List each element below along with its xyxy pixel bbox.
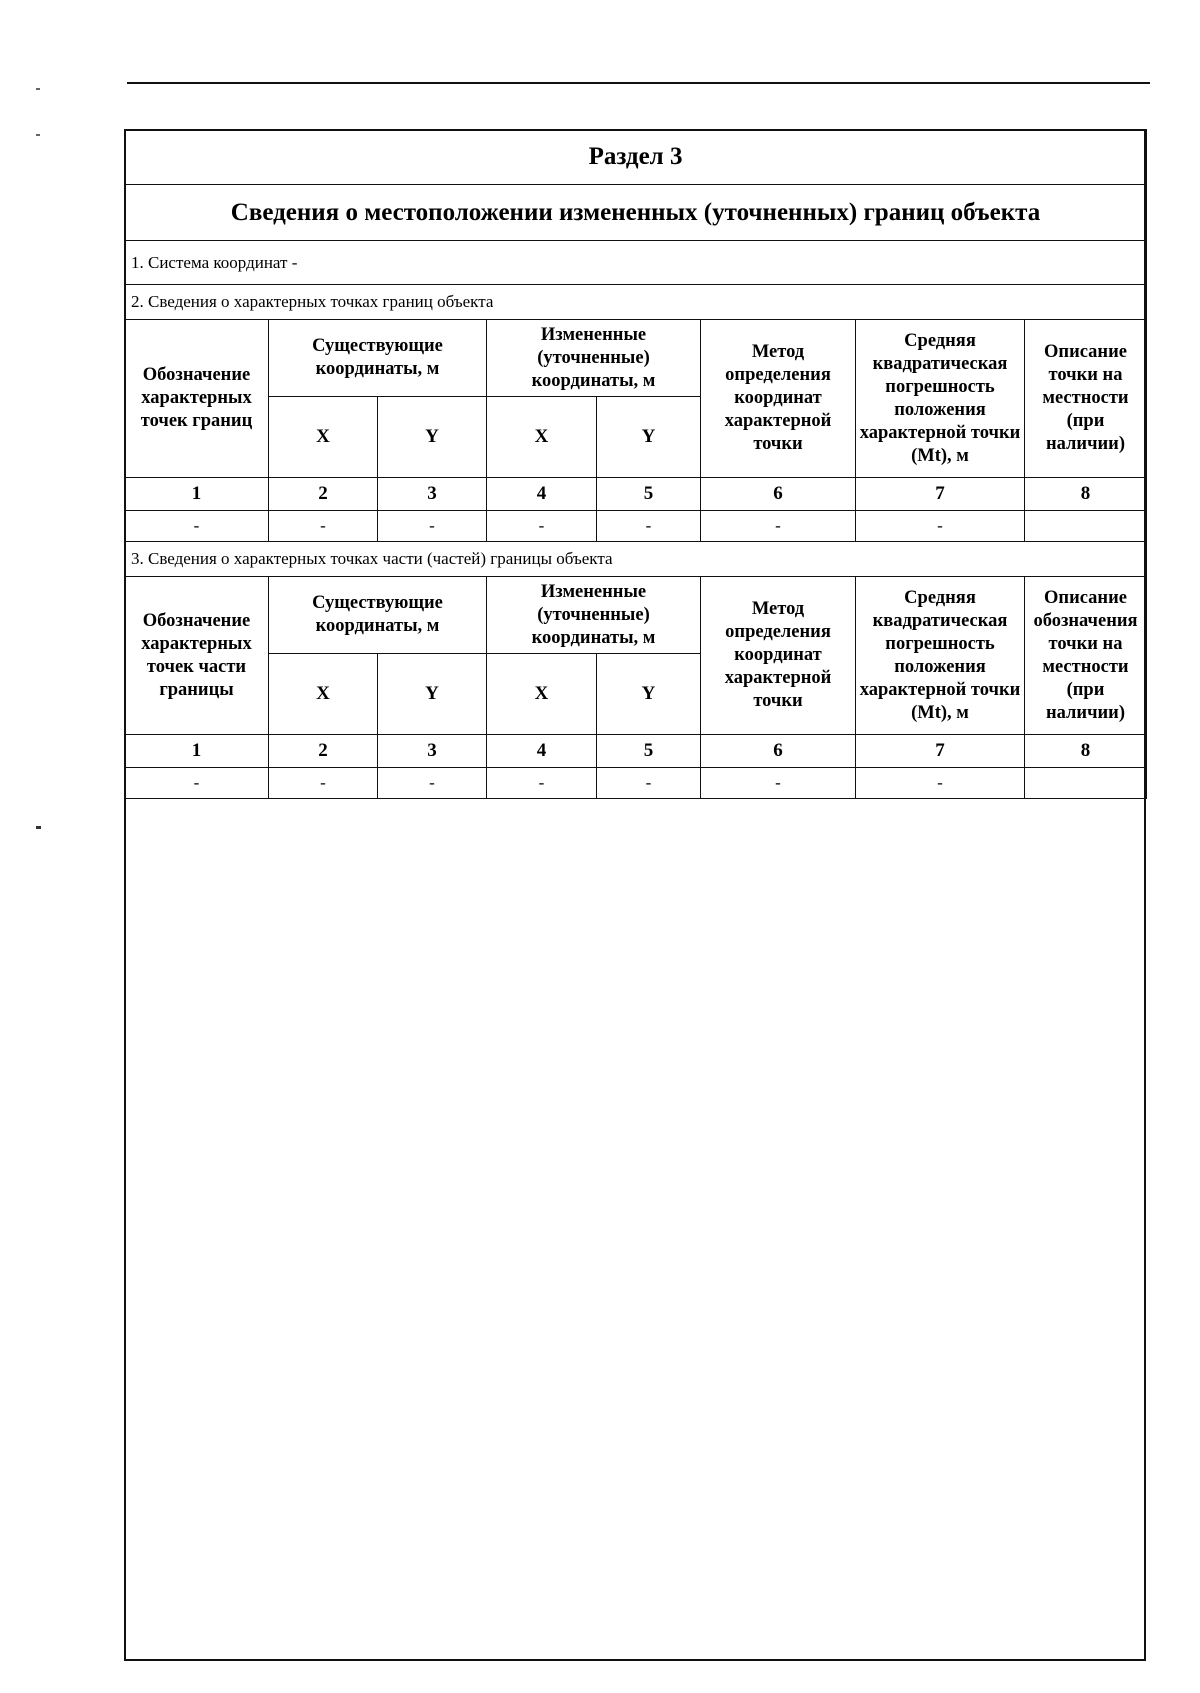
- column-number: 7: [856, 478, 1025, 511]
- scan-mark: [36, 88, 40, 90]
- table-cell: -: [125, 768, 269, 799]
- column-number: 2: [269, 735, 378, 768]
- table-row: [125, 511, 1147, 542]
- table2-header-error: Средняя квадратическая погрешность положения характерной точки (Mt), м: [856, 577, 1025, 735]
- column-number: 5: [597, 735, 701, 768]
- section-subtitle: Сведения о местоположении измененных (уточненных) границ объекта: [125, 185, 1147, 241]
- column-number: 5: [597, 478, 701, 511]
- table-cell: -: [856, 768, 1025, 799]
- table-row: [125, 768, 1147, 799]
- table1-header-error: Средняя квадратическая погрешность положения характерной точки (Mt), м: [856, 320, 1025, 478]
- table-cell: -: [378, 768, 487, 799]
- table1-header-y1: Y: [378, 397, 487, 478]
- coord-system: 1. Система координат -: [125, 241, 1147, 285]
- column-number: 4: [487, 735, 597, 768]
- scan-mark: [36, 134, 40, 136]
- table-cell: -: [125, 511, 269, 542]
- table-cell: -: [597, 768, 701, 799]
- table1-number-row: [125, 478, 1147, 511]
- column-number: 6: [701, 478, 856, 511]
- top-rule: [127, 82, 1150, 84]
- table1-caption: 2. Сведения о характерных точках границ объекта: [125, 285, 1147, 320]
- table2-header-y2: Y: [597, 654, 701, 735]
- scan-mark: [36, 826, 41, 829]
- column-number: 7: [856, 735, 1025, 768]
- table-cell: -: [487, 511, 597, 542]
- table1-header-x2: X: [487, 397, 597, 478]
- table-cell: -: [701, 511, 856, 542]
- table-cell: -: [487, 768, 597, 799]
- table2-number-row: [125, 735, 1147, 768]
- table-cell: -: [269, 511, 378, 542]
- table2-header-method: Метод определения координат характерной точки: [701, 577, 856, 735]
- column-number: 8: [1025, 478, 1147, 511]
- table1-header-designation: Обозначение характерных точек границ: [125, 320, 269, 478]
- table-cell: -: [597, 511, 701, 542]
- section-table: [124, 129, 1147, 799]
- table2-caption: 3. Сведения о характерных точках части (частей) границы объекта: [125, 542, 1147, 577]
- table1-header-existing: Существующие координаты, м: [269, 320, 487, 397]
- table2-header-x1: X: [269, 654, 378, 735]
- table1-header-description: Описание точки на местности (при наличии): [1025, 320, 1147, 478]
- column-number: 3: [378, 735, 487, 768]
- table1-header-changed: Измененные (уточненные) координаты, м: [487, 320, 701, 397]
- column-number: 6: [701, 735, 856, 768]
- column-number: 4: [487, 478, 597, 511]
- table2-header-x2: X: [487, 654, 597, 735]
- table-cell: -: [856, 511, 1025, 542]
- section-title: Раздел 3: [125, 130, 1147, 185]
- column-number: 2: [269, 478, 378, 511]
- table-cell: [1025, 768, 1147, 799]
- table-cell: [1025, 511, 1147, 542]
- table2-header-existing: Существующие координаты, м: [269, 577, 487, 654]
- column-number: 8: [1025, 735, 1147, 768]
- column-number: 1: [125, 735, 269, 768]
- table-cell: -: [701, 768, 856, 799]
- table2-header-designation: Обозначение характерных точек части границы: [125, 577, 269, 735]
- table2-header-changed: Измененные (уточненные) координаты, м: [487, 577, 701, 654]
- table1-header-y2: Y: [597, 397, 701, 478]
- table-cell: -: [269, 768, 378, 799]
- table1-header-x1: X: [269, 397, 378, 478]
- column-number: 3: [378, 478, 487, 511]
- table1-header-method: Метод определения координат характерной точки: [701, 320, 856, 478]
- column-number: 1: [125, 478, 269, 511]
- table-cell: -: [378, 511, 487, 542]
- table2-header-description: Описание обозначения точки на местности (при наличии): [1025, 577, 1147, 735]
- table2-header-y1: Y: [378, 654, 487, 735]
